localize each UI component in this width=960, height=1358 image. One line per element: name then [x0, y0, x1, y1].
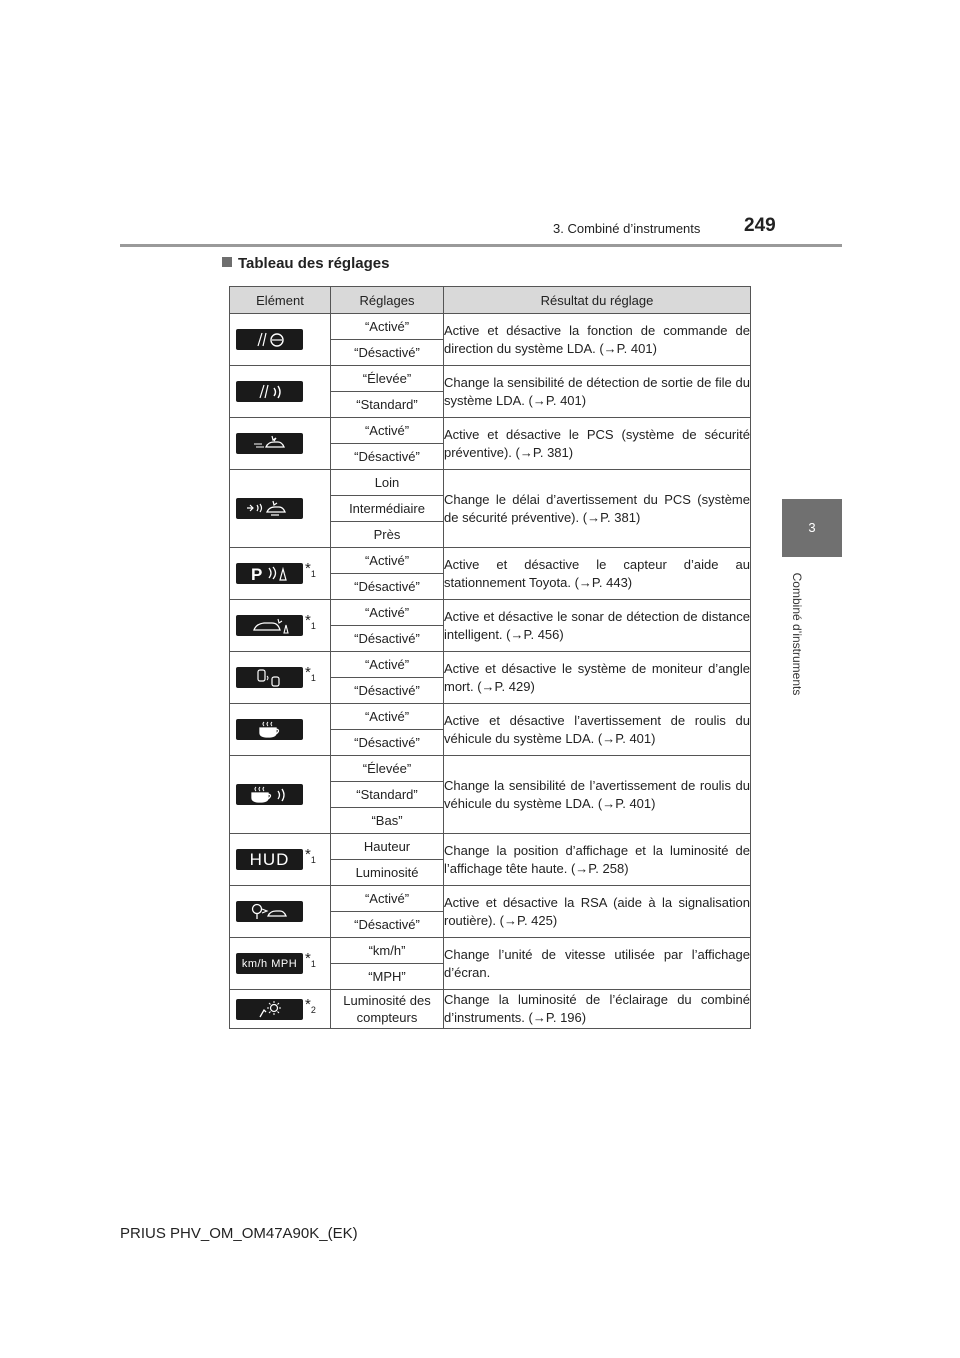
element-cell — [230, 314, 331, 366]
result-description: Change le délai d’avertissement du PCS (système de sécurité préventive). (→P. 381) — [444, 470, 751, 548]
result-description: Active et désactive le capteur d’aide au stationnement Toyota. (→P. 443) — [444, 548, 751, 600]
section-bullet-icon — [222, 257, 232, 267]
result-description: Change la luminosité de l’éclairage du combiné d’instruments. (→P. 196) — [444, 990, 751, 1029]
page-number: 249 — [744, 215, 776, 236]
table-row — [230, 366, 751, 392]
element-cell — [230, 704, 331, 756]
result-description: Active et désactive l’avertissement de roulis du véhicule du système LDA. (→P. 401) — [444, 704, 751, 756]
speed-unit-icon — [236, 953, 303, 974]
footnote-number: 1 — [310, 569, 316, 579]
table-row — [230, 938, 751, 964]
result-description: Change l’unité de vitesse utilisée par l’affichage d’écran. — [444, 938, 751, 990]
footer-model-code: PRIUS PHV_OM_OM47A90K_(EK) — [120, 1225, 358, 1242]
element-cell — [230, 886, 331, 938]
element-cell — [230, 366, 331, 418]
clearance-sonar-icon — [236, 615, 303, 636]
sway-sensitivity-icon — [236, 784, 303, 805]
table-row — [230, 600, 751, 626]
element-cell — [230, 548, 331, 600]
footnote-marker: $*_1$ — [305, 950, 316, 969]
footnote-number: 1 — [310, 855, 316, 865]
lda-steering-icon — [236, 329, 303, 350]
setting-value: “Activé” — [331, 704, 444, 730]
setting-value: Luminosité — [331, 860, 444, 886]
setting-value: “Bas” — [331, 808, 444, 834]
setting-value: “Élevée” — [331, 756, 444, 782]
table-row — [230, 418, 751, 444]
pcs-icon — [236, 433, 303, 454]
sway-warning-icon — [236, 719, 303, 740]
table-row — [230, 756, 751, 782]
header-result: Résultat du réglage — [444, 287, 751, 314]
footnote-number: 1 — [310, 621, 316, 631]
table-header-row — [230, 287, 751, 314]
header-settings: Réglages — [331, 287, 444, 314]
pcs-timing-icon — [236, 498, 303, 519]
footnote-number: 1 — [310, 959, 316, 969]
element-cell — [230, 990, 331, 1029]
element-cell — [230, 938, 331, 990]
setting-value: “Standard” — [331, 782, 444, 808]
result-description: Change la sensibilité de détection de sortie de file du système LDA. (→P. 401) — [444, 366, 751, 418]
icon-label: km/h MPH — [241, 957, 298, 970]
setting-value: “Désactivé” — [331, 626, 444, 652]
setting-value: “Activé” — [331, 548, 444, 574]
element-cell — [230, 418, 331, 470]
footnote-marker: $*_1$ — [305, 612, 316, 631]
section-title-text: Tableau des réglages — [238, 255, 390, 272]
chapter-tab: 3 — [782, 499, 842, 557]
result-description: Active et désactive la fonction de commande de direction du système LDA. (→P. 401) — [444, 314, 751, 366]
footnote-marker: $*_1$ — [305, 846, 316, 865]
setting-value: “Activé” — [331, 886, 444, 912]
footnote-number: 1 — [310, 673, 316, 683]
setting-value: “Standard” — [331, 392, 444, 418]
setting-value: Hauteur — [331, 834, 444, 860]
table-row — [230, 652, 751, 678]
brightness-icon — [236, 999, 303, 1020]
element-cell — [230, 756, 331, 834]
setting-value: “MPH” — [331, 964, 444, 990]
settings-table — [229, 286, 751, 1029]
header-element: Elément — [230, 287, 331, 314]
setting-value: Intermédiaire — [331, 496, 444, 522]
setting-value: “Désactivé” — [331, 574, 444, 600]
setting-value: Luminosité des compteurs — [331, 990, 444, 1029]
setting-value: “Activé” — [331, 652, 444, 678]
setting-value: “Activé” — [331, 418, 444, 444]
table-row — [230, 990, 751, 1029]
setting-value: “Élevée” — [331, 366, 444, 392]
table-row — [230, 886, 751, 912]
section-title — [222, 255, 389, 272]
result-description: Active et désactive le sonar de détection de distance intelligent. (→P. 456) — [444, 600, 751, 652]
setting-value: “Activé” — [331, 600, 444, 626]
footnote-marker: $*_1$ — [305, 560, 316, 579]
footnote-number: 2 — [310, 1004, 316, 1015]
result-description: Change la sensibilité de l’avertissement de roulis du véhicule du système LDA. (→P. 401) — [444, 756, 751, 834]
result-description: Change la position d’affichage et la luminosité de l’affichage tête haute. (→P. 258) — [444, 834, 751, 886]
setting-value: Près — [331, 522, 444, 548]
setting-value: “Désactivé” — [331, 730, 444, 756]
table-row — [230, 470, 751, 496]
result-description: Active et désactive le système de moniteur d’angle mort. (→P. 429) — [444, 652, 751, 704]
table-row — [230, 704, 751, 730]
setting-value: “Désactivé” — [331, 912, 444, 938]
result-description: Active et désactive la RSA (aide à la signalisation routière). (→P. 425) — [444, 886, 751, 938]
element-cell — [230, 600, 331, 652]
parking-sensor-icon — [236, 563, 303, 584]
setting-value: “Désactivé” — [331, 444, 444, 470]
chapter-title: 3. Combiné d’instruments — [553, 221, 701, 236]
element-cell — [230, 834, 331, 886]
result-description: Active et désactive le PCS (système de sécurité préventive). (→P. 381) — [444, 418, 751, 470]
table-row — [230, 834, 751, 860]
rsa-icon — [236, 901, 303, 922]
icon-label: HUD — [249, 849, 290, 869]
lda-sensitivity-icon — [236, 381, 303, 402]
table-row — [230, 548, 751, 574]
setting-value: “km/h” — [331, 938, 444, 964]
footnote-marker: $*_1$ — [305, 664, 316, 683]
setting-value: “Désactivé” — [331, 340, 444, 366]
element-cell — [230, 470, 331, 548]
footnote-marker: $*_2$ — [305, 995, 316, 1015]
element-cell — [230, 652, 331, 704]
chapter-side-label — [780, 563, 804, 713]
header-divider — [120, 244, 842, 247]
svg-text:P: P — [250, 565, 262, 583]
hud-icon — [236, 849, 303, 870]
setting-value: Loin — [331, 470, 444, 496]
table-row — [230, 314, 751, 340]
blind-spot-icon — [236, 667, 303, 688]
setting-value: “Activé” — [331, 314, 444, 340]
setting-value: “Désactivé” — [331, 678, 444, 704]
chapter-side-label-text: Combiné d’instruments — [790, 572, 804, 696]
